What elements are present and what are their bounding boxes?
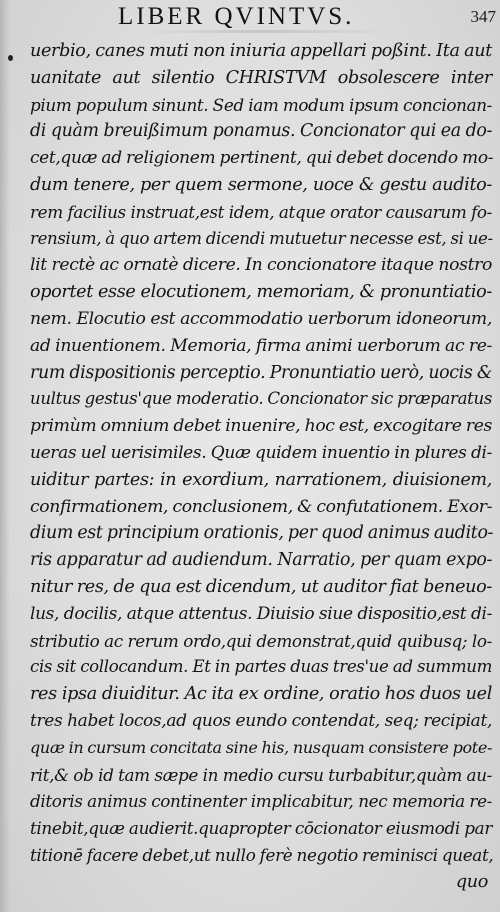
- text-line: lit rectè ac ornatè dicere. In concionatore itaque nostro: [30, 255, 492, 276]
- text-line: res ipsa diuiditur. Ac ita ex ordine, oratio hos duos uel: [30, 684, 492, 705]
- body-text: [30, 38, 492, 896]
- page-edge-shadow: [0, 0, 10, 912]
- text-line: cet,quæ ad religionem pertinent, qui debet docendo mo-: [30, 148, 494, 169]
- text-line: di quàm breuißimum ponamus. Concionator qui ea do-: [30, 121, 492, 142]
- text-line: lus, docilis, atque attentus. Diuisio siue dispositio,est di-: [30, 603, 492, 624]
- text-line: uanitate aut silentio CHRISTVM obsolescere inter: [30, 67, 492, 88]
- text-line: confirmationem, conclusionem, & confutationem. Exor-: [30, 496, 493, 517]
- text-line: dum tenere, per quem sermone, uoce & gestu audito-: [30, 174, 492, 195]
- text-line: tres habet locos,ad quos eundo contendat, seq; recipiat,: [30, 710, 492, 731]
- text-line: nem. Elocutio est accommodatio uerborum idoneorum,: [30, 308, 492, 329]
- show-through-mark: [140, 30, 390, 33]
- margin-ink-mark: [8, 55, 13, 61]
- text-line: rem facilius instruat,est idem, atque orator causarum fo-: [30, 201, 492, 222]
- text-line: pium populum sinunt. Sed iam modum ipsum concionan-: [30, 94, 492, 115]
- text-line: ueras uel uerisimiles. Quæ quidem inuentio in plures di-: [30, 442, 492, 463]
- text-line: cis sit collocandum. Et in partes duas tres'ue ad summum: [30, 657, 492, 677]
- text-line: oportet esse elocutionem, memoriam, & pronuntiatio-: [30, 282, 492, 303]
- text-line: uiditur partes: in exordium, narrationem, diuisionem,: [30, 469, 492, 490]
- text-line: stributio ac rerum ordo,qui demonstrat,quid quibusq; lo-: [30, 630, 492, 651]
- running-head: [0, 2, 500, 32]
- text-line: ad inuentionem. Memoria, firma animi uerborum ac re-: [30, 335, 492, 356]
- text-line: primùm omnium debet inuenire, hoc est, excogitare res: [30, 416, 493, 437]
- text-line: ris apparatur ad audiendum. Narratio, per quam expo-: [30, 550, 492, 571]
- text-line: rit,& ob id tam sæpe in medio cursu turbabitur,quàm au-: [30, 764, 492, 785]
- text-line: titionē facere debet,ut nullo ferè negotio reminisci queat,: [30, 844, 494, 865]
- text-line: rensium, à quo artem dicendi mutuetur necesse est, si ue-: [30, 228, 493, 248]
- text-line: tinebit,quæ audierit.quapropter cōcionator eiusmodi par: [30, 818, 492, 839]
- catchword: quo: [455, 871, 488, 892]
- text-line: ditoris animus continenter implicabitur, nec memoria re-: [30, 791, 492, 812]
- text-line: dium est principium orationis, per quod animus audito-: [30, 523, 494, 544]
- text-line: nitur res, de qua est dicendum, ut auditor fiat beneuo-: [30, 576, 492, 597]
- page-number: 347: [470, 7, 496, 26]
- text-line: rum dispositionis perceptio. Pronuntiatio uerò, uocis &: [30, 362, 492, 383]
- text-line: uultus gestus'que moderatio. Concionator sic præparatus: [30, 389, 492, 409]
- text-line: uerbio, canes muti non iniuria appellari poßint. Ita aut: [30, 41, 492, 61]
- text-line: quæ in cursum concitata sine his, nusquam consistere pote-: [30, 737, 492, 757]
- running-head-title: LIBER QVINTVS.: [118, 3, 355, 30]
